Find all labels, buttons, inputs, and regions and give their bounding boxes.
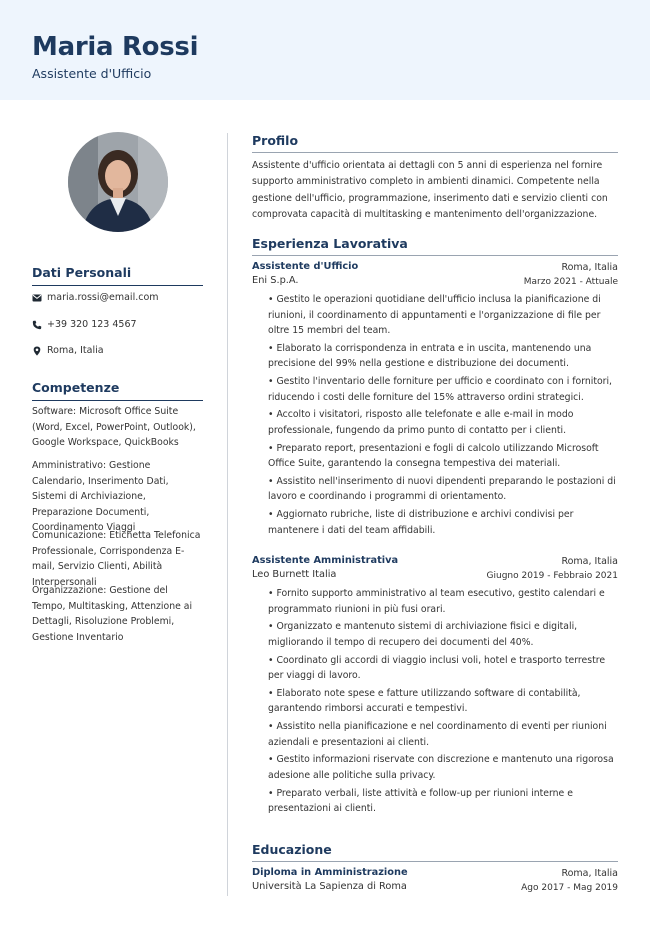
contact-email[interactable] [32,292,159,304]
job-bullet: • Gestito le operazioni quotidiane dell'ufficio inclusa la pianificazione di riunioni, il coordinamento di appuntamenti e l'organizzazione di file per oltre 15 membri del team. [268,292,618,339]
contact-email-text: maria.rossi@email.com [47,292,159,303]
job-dates: Giugno 2019 - Febbraio 2021 [486,571,618,581]
job-location: Roma, Italia [561,556,618,567]
job-bullet: • Assistito nella pianificazione e nel coordinamento di eventi per riunioni aziendali e presentazioni ai clienti. [268,719,618,750]
job-bullet: • Elaborato la corrispondenza in entrata e in uscita, mantenendo una precisione del 99% nella gestione e distribuzione dei documenti. [268,341,618,372]
job-bullet: • Gestito l'inventario delle forniture per ufficio e coordinato con i fornitori, riducendo i costi delle forniture del 15% attraverso ordini strategici. [268,374,618,405]
job-title: Assistente Amministrativa [252,555,399,566]
contact-location [32,345,104,357]
profile-heading: Profilo [252,133,618,153]
job-bullet: • Elaborato note spese e fatture utilizzando software di contabilità, garantendo rimborsi accurati e tempestivi. [268,686,618,717]
skills-heading: Competenze [32,380,203,401]
column-divider [227,133,228,896]
skill-group-organization: Organizzazione: Gestione del Tempo, Multitasking, Attenzione ai Dettagli, Risoluzione Problemi, Gestione Inventario [32,585,193,643]
job-bullet: • Organizzato e mantenuto sistemi di archiviazione fisici e digitali, migliorando il tempo di recupero dei documenti del 40%. [268,619,618,650]
education-dates: Ago 2017 - Mag 2019 [521,883,618,893]
contact-phone-text: +39 320 123 4567 [47,319,137,330]
avatar [68,132,168,232]
experience-heading: Esperienza Lavorativa [252,236,618,256]
job-bullets [268,292,618,541]
skill-group-software: Software: Microsoft Office Suite (Word, Excel, PowerPoint, Outlook), Google Workspace, QuickBooks [32,406,196,448]
job-bullet: • Gestito informazioni riservate con discrezione e mantenuto una rigorosa adesione alle politiche sulla privacy. [268,752,618,783]
job-bullet: • Aggiornato rubriche, liste di distribuzione e archivi condivisi per mantenere i dati del team affidabili. [268,507,618,538]
job-bullet: • Fornito supporto amministrativo al team esecutivo, gestito calendari e programmato riunioni in più fusi orari. [268,586,618,617]
job-bullet: • Preparato verbali, liste attività e follow-up per riunioni interne e presentazioni ai clienti. [268,786,618,817]
education-degree: Diploma in Amministrazione [252,867,408,878]
job-location: Roma, Italia [561,262,618,273]
job-title: Assistente d'Ufficio [252,261,359,272]
phone-icon [32,320,42,330]
mail-icon [32,293,42,303]
candidate-name: Maria Rossi [32,32,199,62]
job-bullet: • Coordinato gli accordi di viaggio inclusi voli, hotel e trasporto terrestre per viaggi di lavoro. [268,653,618,684]
job-bullet: • Preparato report, presentazioni e fogli di calcolo utilizzando Microsoft Office Suite, garantendo la consegna tempestiva dei materiali. [268,441,618,472]
skill-group-communication: Comunicazione: Etichetta Telefonica Professionale, Corrispondenza E-mail, Servizio Clienti, Abilità Interpersonali [32,530,201,588]
contact-location-text: Roma, Italia [47,345,104,356]
job-bullet: • Accolto i visitatori, risposto alle telefonate e alle e-mail in modo professionale, fungendo da primo punto di contatto per i clienti. [268,407,618,438]
education-location: Roma, Italia [561,868,618,879]
job-company: Leo Burnett Italia [252,569,337,580]
job-company: Eni S.p.A. [252,275,299,286]
education-school: Università La Sapienza di Roma [252,881,407,892]
personal-heading: Dati Personali [32,265,203,286]
profile-text: Assistente d'ufficio orientata ai dettagli con 5 anni di esperienza nel fornire supporto amministrativo completo in ambienti dinamici. Competente nella gestione dell'ufficio, programmazione, inserimento dati e servizio clienti con comprovata capacità di multitasking e mantenimento dell'organizzazione. [252,160,608,220]
job-bullets [268,586,618,819]
job-dates: Marzo 2021 - Attuale [523,277,618,287]
education-heading: Educazione [252,842,618,862]
job-bullet: • Assistito nell'inserimento di nuovi dipendenti preparando le postazioni di lavoro e coordinando i programmi di orientamento. [268,474,618,505]
contact-phone[interactable] [32,319,137,331]
candidate-role: Assistente d'Ufficio [32,66,152,81]
skill-group-admin: Amministrativo: Gestione Calendario, Inserimento Dati, Sistemi di Archiviazione, Preparazione Documenti, Coordinamento Viaggi [32,460,169,533]
location-pin-icon [32,346,42,356]
header-band [0,0,650,100]
